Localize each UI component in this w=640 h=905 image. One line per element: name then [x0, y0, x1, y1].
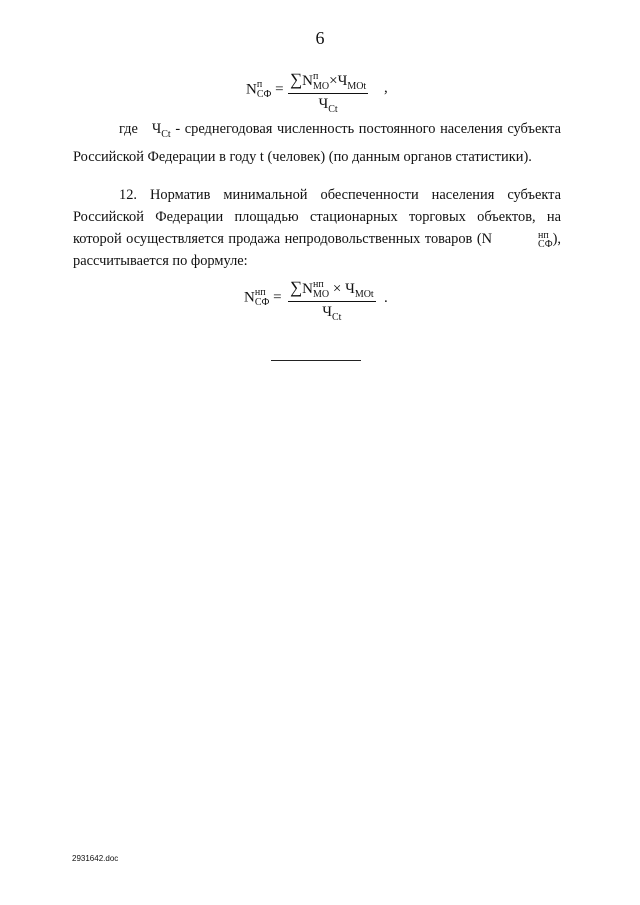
formula-1-numerator	[288, 70, 368, 94]
formula-2-denominator	[288, 302, 376, 323]
paragraph-item-12	[73, 184, 561, 272]
formula-sup: нп	[254, 287, 266, 298]
inline-symbol-sub: СФ	[538, 238, 553, 250]
formula-sub: Ct	[328, 104, 338, 115]
times-symbol: ×	[332, 281, 342, 297]
inline-symbol-sub: Ct	[161, 128, 171, 140]
inline-symbol-sup: нп	[538, 229, 549, 241]
paragraph-text-after: ), рассчитывается по формуле:	[73, 231, 561, 269]
formula-sub: МО	[312, 288, 330, 300]
formula-sub: МОt	[347, 81, 367, 92]
paragraph-definition	[73, 118, 561, 168]
formula-symbol: Ч	[322, 304, 332, 320]
formula-trailing-punct: .	[384, 290, 388, 306]
formula-2-fraction	[288, 278, 376, 323]
formula-sup: п	[256, 79, 263, 90]
formula-sub: СФ	[254, 297, 270, 308]
formula-equals: =	[273, 289, 282, 306]
footer-filename: 2931642.doc	[72, 854, 119, 863]
end-rule	[271, 360, 361, 361]
formula-trailing-punct: ,	[384, 80, 388, 96]
formula-sub: СФ	[256, 89, 272, 100]
formula-2-lhs	[244, 288, 282, 308]
paragraph-lead: где	[119, 121, 138, 137]
formula-1-fraction	[288, 70, 368, 115]
formula-sub: Ct	[332, 312, 342, 323]
formula-symbol: N	[246, 81, 257, 98]
inline-symbol: N	[481, 231, 493, 247]
paragraph-text: 12. Норматив минимальной обеспеченности населения субъекта Российской Федерации площадью стационарных торговых объектов, на которой осуществляется продажа непродовольственных товаров (	[73, 187, 561, 247]
formula-equals: =	[275, 81, 284, 98]
formula-1-lhs	[246, 80, 284, 100]
formula-symbol: Ч	[318, 96, 329, 112]
formula-sup: нп	[312, 278, 324, 290]
formula-2-numerator	[288, 278, 376, 302]
formula-sub: МОt	[354, 289, 374, 300]
formula-1	[246, 70, 396, 116]
formula-sup: п	[312, 70, 319, 82]
page-number: 6	[315, 28, 325, 48]
paragraph-text: - среднегодовая численность постоянного населения субъекта Российской Федерации в году t (человек) (по данным органов статистики).	[73, 121, 561, 165]
times-symbol: ×	[329, 73, 338, 89]
inline-symbol: Ч	[151, 121, 162, 137]
formula-symbol: N	[302, 281, 313, 297]
sum-symbol: ∑	[290, 70, 303, 89]
sum-symbol: ∑	[290, 278, 303, 297]
formula-symbol: Ч	[345, 281, 355, 297]
formula-symbol: Ч	[337, 73, 348, 89]
formula-2	[244, 278, 394, 324]
formula-1-denominator	[288, 94, 368, 115]
formula-symbol: N	[302, 73, 313, 89]
formula-sub: МО	[312, 80, 330, 92]
formula-symbol: N	[244, 289, 255, 306]
